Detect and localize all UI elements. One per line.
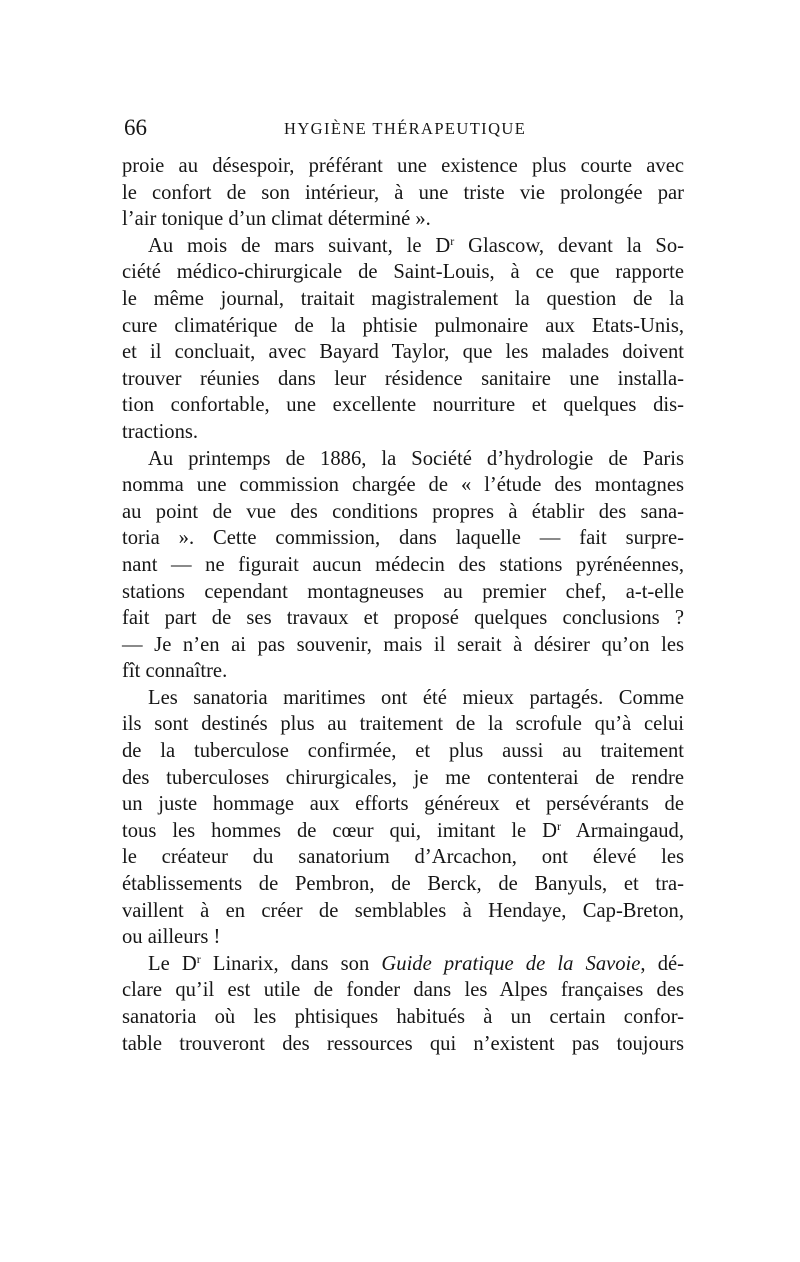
text-line: nomma une commission chargée de « l’étude des montagnes — [122, 474, 684, 497]
text-line: — Je n’en ai pas souvenir, mais il serait à désirer qu’on les — [122, 633, 684, 656]
text-line: fait part de ses travaux et proposé quelques conclusions ? — [122, 607, 684, 630]
paragraph — [122, 685, 684, 951]
text-line: Au printemps de 1886, la Société d’hydrologie de Paris — [148, 447, 684, 470]
text-line: tous les hommes de cœur qui, imitant le $D^r$ Armaingaud, — [122, 818, 684, 842]
paragraph — [122, 446, 684, 685]
text-line: proie au désespoir, préférant une existence plus courte avec — [122, 155, 684, 177]
text-line: le créateur du sanatorium d’Arcachon, ont élevé les — [122, 846, 684, 869]
running-title: HYGIÈNE THÉRAPEUTIQUE — [284, 119, 527, 138]
text-line: le confort de son intérieur, à une triste vie prolongée par — [122, 181, 684, 204]
text-line: table trouveront des ressources qui n’existent pas toujours — [122, 1032, 684, 1055]
text-line: des tuberculoses chirurgicales, je me contenterai de rendre — [122, 766, 684, 789]
text-line: trouver réunies dans leur résidence sanitaire une installa- — [122, 367, 684, 390]
text-line: sanatoria où les phtisiques habitués à un certain confor- — [122, 1006, 684, 1028]
text-line: Les sanatoria maritimes ont été mieux partagés. Comme — [148, 686, 684, 709]
paragraph — [122, 951, 684, 1057]
page-number: 66 — [124, 115, 147, 140]
text-line: et il concluait, avec Bayard Taylor, que les malades doivent — [122, 341, 684, 364]
text-line: vaillent à en créer de semblables à Hendaye, Cap-Breton, — [122, 899, 684, 922]
text-line: ciété médico-chirurgicale de Saint-Louis, à ce que rapporte — [122, 261, 684, 284]
text-line: Au mois de mars suivant, le $D^r$ Glascow, devant la So- — [148, 233, 685, 257]
text-line: tractions. — [122, 420, 199, 443]
text-line: cure climatérique de la phtisie pulmonaire aux Etats-Unis, — [122, 314, 684, 337]
text-line: un juste hommage aux efforts généreux et persévérants de — [122, 793, 684, 816]
text-line: nant — ne figurait aucun médecin des stations pyrénéennes, — [122, 553, 684, 576]
text-line: clare qu’il est utile de fonder dans les Alpes françaises des — [122, 979, 684, 1002]
paragraph — [122, 153, 684, 233]
paragraph — [122, 233, 684, 446]
text-line: Le $D^r$ Linarix, dans son Guide pratique de la Savoie, dé- — [148, 951, 685, 975]
text-line: établissements de Pembron, de Berck, de Banyuls, et tra- — [122, 873, 684, 896]
text-line: au point de vue des conditions propres à établir des sana- — [122, 500, 684, 523]
text-line: fît connaître. — [122, 660, 228, 683]
text-line: ils sont destinés plus au traitement de la scrofule qu’à celui — [122, 713, 684, 736]
text-line: toria ». Cette commission, dans laquelle — fait surpre- — [122, 527, 684, 550]
body-text — [122, 153, 684, 1057]
text-line: stations cependant montagneuses au premier chef, a-t-elle — [122, 580, 684, 603]
text-line: tion confortable, une excellente nourriture et quelques dis- — [122, 394, 684, 417]
text-line: l’air tonique d’un climat déterminé ». — [122, 208, 431, 231]
text-line: de la tuberculose confirmée, et plus aussi au traitement — [122, 740, 684, 763]
text-line: le même journal, traitait magistralement la question de la — [122, 287, 684, 310]
page-header — [124, 114, 686, 144]
text-line: ou ailleurs ! — [122, 926, 221, 949]
